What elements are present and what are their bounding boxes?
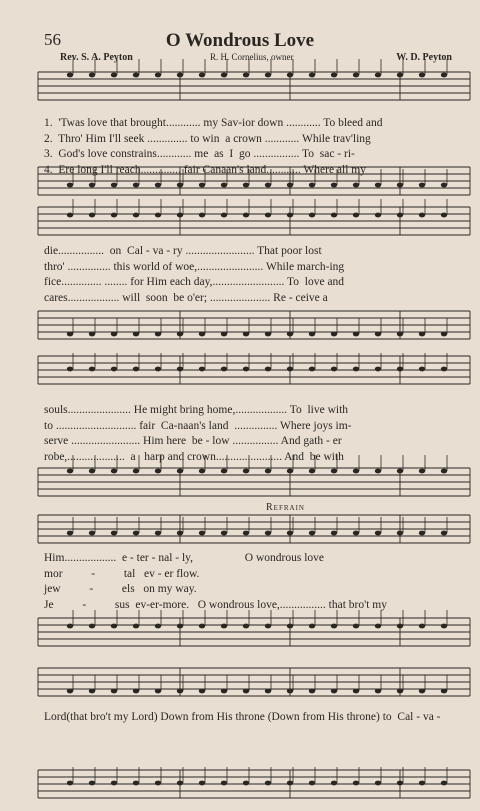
note-head <box>287 689 293 694</box>
note-head <box>111 183 117 188</box>
note-head <box>243 367 249 372</box>
note-head <box>441 624 447 629</box>
note-head <box>111 624 117 629</box>
note-head <box>243 531 249 536</box>
note-head <box>287 531 293 536</box>
note-head <box>67 781 73 786</box>
note-head <box>331 332 337 337</box>
lyric-line: serve ........................ Him here be - low ................ And gath - er <box>44 435 342 447</box>
note-head <box>397 183 403 188</box>
note-head <box>67 689 73 694</box>
note-head <box>67 469 73 474</box>
note-head <box>133 183 139 188</box>
note-head <box>133 213 139 218</box>
note-head <box>265 367 271 372</box>
note-head <box>111 332 117 337</box>
note-head <box>331 73 337 78</box>
refrain-label: Refrain <box>266 502 305 513</box>
note-head <box>265 469 271 474</box>
note-head <box>441 689 447 694</box>
note-head <box>67 531 73 536</box>
note-head <box>243 183 249 188</box>
note-head <box>331 213 337 218</box>
note-head <box>155 213 161 218</box>
note-head <box>331 624 337 629</box>
lyric-line: die................ on Cal - va - ry ........................ That poor lost <box>44 245 322 257</box>
note-head <box>265 624 271 629</box>
note-head <box>419 213 425 218</box>
note-head <box>243 689 249 694</box>
note-head <box>199 624 205 629</box>
note-head <box>89 689 95 694</box>
note-head <box>309 624 315 629</box>
note-head <box>441 367 447 372</box>
note-head <box>397 73 403 78</box>
lyric-line: thro' ............... this world of woe,....................... While march-ing <box>44 260 345 273</box>
note-head <box>419 689 425 694</box>
lyric-line: to ............................ fair Ca-naan's land ............... Where joys im- <box>44 419 352 432</box>
note-head <box>221 367 227 372</box>
lyric-line: robe,.................... a harp and crown....................... And be with <box>44 450 344 463</box>
note-head <box>133 469 139 474</box>
note-head <box>331 183 337 188</box>
note-head <box>177 781 183 786</box>
note-head <box>419 531 425 536</box>
copyright-credit: R. H. Cornelius, owner <box>210 52 294 62</box>
note-head <box>353 689 359 694</box>
note-head <box>155 367 161 372</box>
lyric-line: Je - sus ev-er-more. O wondrous love,................ that bro't my <box>44 598 387 611</box>
lyric-line: souls...................... He might bring home,.................. To live with <box>44 404 349 416</box>
lyric-line: mor - tal ev - er flow. <box>44 567 200 580</box>
note-head <box>133 624 139 629</box>
note-head <box>397 531 403 536</box>
note-head <box>375 781 381 786</box>
note-head <box>353 624 359 629</box>
note-head <box>177 73 183 78</box>
note-head <box>309 531 315 536</box>
note-head <box>155 531 161 536</box>
note-head <box>133 73 139 78</box>
note-head <box>375 73 381 78</box>
note-head <box>111 689 117 694</box>
note-head <box>309 183 315 188</box>
composer-credit: W. D. Peyton <box>396 52 452 63</box>
note-head <box>397 781 403 786</box>
note-head <box>331 781 337 786</box>
note-head <box>177 332 183 337</box>
note-head <box>67 73 73 78</box>
note-head <box>111 213 117 218</box>
note-head <box>287 183 293 188</box>
note-head <box>375 689 381 694</box>
note-head <box>265 332 271 337</box>
note-head <box>265 73 271 78</box>
note-head <box>199 213 205 218</box>
note-head <box>243 213 249 218</box>
note-head <box>441 531 447 536</box>
note-head <box>419 73 425 78</box>
note-head <box>67 213 73 218</box>
note-head <box>419 469 425 474</box>
note-head <box>287 73 293 78</box>
note-head <box>199 183 205 188</box>
note-head <box>89 213 95 218</box>
note-head <box>111 469 117 474</box>
note-head <box>133 367 139 372</box>
note-head <box>419 781 425 786</box>
note-head <box>375 367 381 372</box>
note-head <box>309 332 315 337</box>
note-head <box>133 332 139 337</box>
note-head <box>221 213 227 218</box>
note-head <box>397 213 403 218</box>
note-head <box>221 531 227 536</box>
note-head <box>177 624 183 629</box>
note-head <box>331 367 337 372</box>
note-head <box>199 531 205 536</box>
lyricist-credit: Rev. S. A. Peyton <box>60 52 133 63</box>
note-head <box>199 73 205 78</box>
note-head <box>375 183 381 188</box>
note-head <box>243 73 249 78</box>
page-number: 56 <box>44 30 61 49</box>
note-head <box>287 781 293 786</box>
note-head <box>375 624 381 629</box>
note-head <box>155 183 161 188</box>
lyric-line: cares.................. will soon be o'er; ..................... Re - ceive a <box>44 291 328 304</box>
note-head <box>441 183 447 188</box>
note-head <box>133 781 139 786</box>
note-head <box>353 183 359 188</box>
note-head <box>155 624 161 629</box>
note-head <box>89 624 95 629</box>
note-head <box>221 73 227 78</box>
note-head <box>375 213 381 218</box>
note-head <box>353 213 359 218</box>
note-head <box>265 213 271 218</box>
lyric-line: fice.............. ........ for Him each day,......................... To love and <box>44 276 345 288</box>
note-head <box>221 689 227 694</box>
note-head <box>199 781 205 786</box>
note-head <box>397 469 403 474</box>
note-head <box>177 183 183 188</box>
note-head <box>155 781 161 786</box>
note-head <box>397 332 403 337</box>
note-head <box>309 689 315 694</box>
note-head <box>89 531 95 536</box>
note-head <box>309 367 315 372</box>
note-head <box>419 332 425 337</box>
note-head <box>243 781 249 786</box>
lyric-line: 2. Thro' Him I'll seek .............. to win a crown ............ While trav'ling <box>44 132 371 145</box>
note-head <box>67 624 73 629</box>
note-head <box>177 531 183 536</box>
lyric-line: 3. God's love constrains............ me as I go ................ To sac - ri- <box>44 148 355 160</box>
note-head <box>89 367 95 372</box>
note-head <box>309 213 315 218</box>
note-head <box>309 73 315 78</box>
note-head <box>441 73 447 78</box>
note-head <box>353 73 359 78</box>
note-head <box>243 332 249 337</box>
note-head <box>221 183 227 188</box>
note-head <box>375 332 381 337</box>
note-head <box>133 689 139 694</box>
note-head <box>111 531 117 536</box>
note-head <box>441 781 447 786</box>
note-head <box>111 781 117 786</box>
note-head <box>265 689 271 694</box>
note-head <box>397 689 403 694</box>
note-head <box>199 367 205 372</box>
note-head <box>287 469 293 474</box>
note-head <box>397 367 403 372</box>
note-head <box>419 367 425 372</box>
note-head <box>353 332 359 337</box>
lyric-line: jew - els on my way. <box>44 583 197 595</box>
note-head <box>89 183 95 188</box>
note-head <box>375 531 381 536</box>
note-head <box>243 624 249 629</box>
note-head <box>287 332 293 337</box>
note-head <box>309 469 315 474</box>
lyric-line: Lord(that bro't my Lord) Down from His throne (Down from His throne) to Cal - va - <box>44 711 441 723</box>
note-head <box>331 531 337 536</box>
note-head <box>353 531 359 536</box>
note-head <box>155 73 161 78</box>
note-head <box>265 531 271 536</box>
note-head <box>353 469 359 474</box>
note-head <box>111 367 117 372</box>
note-head <box>287 367 293 372</box>
note-head <box>243 469 249 474</box>
note-head <box>89 781 95 786</box>
lyric-line: 4. Ere long I'll reach.............. fair Canaan's land............ Where all my <box>44 163 366 176</box>
note-head <box>419 624 425 629</box>
note-head <box>375 469 381 474</box>
note-head <box>265 183 271 188</box>
note-head <box>67 367 73 372</box>
note-head <box>177 689 183 694</box>
note-head <box>331 469 337 474</box>
note-head <box>221 624 227 629</box>
note-head <box>397 624 403 629</box>
note-head <box>133 531 139 536</box>
note-head <box>265 781 271 786</box>
note-head <box>287 213 293 218</box>
note-head <box>441 469 447 474</box>
note-head <box>441 332 447 337</box>
note-head <box>199 332 205 337</box>
note-head <box>309 781 315 786</box>
note-head <box>177 469 183 474</box>
lyric-line: 1. 'Twas love that brought............ my Sav-ior down ............ To bleed and <box>44 117 383 129</box>
note-head <box>155 332 161 337</box>
note-head <box>67 332 73 337</box>
note-head <box>177 367 183 372</box>
note-head <box>199 689 205 694</box>
note-head <box>353 367 359 372</box>
note-head <box>287 624 293 629</box>
note-head <box>177 213 183 218</box>
hymn-title: O Wondrous Love <box>165 30 315 51</box>
note-head <box>155 469 161 474</box>
note-head <box>441 213 447 218</box>
note-head <box>199 469 205 474</box>
note-head <box>221 469 227 474</box>
note-head <box>331 689 337 694</box>
note-head <box>89 332 95 337</box>
note-head <box>89 73 95 78</box>
lyric-line: Him.................. e - ter - nal - ly, O wondrous love <box>44 552 325 564</box>
note-head <box>221 781 227 786</box>
note-head <box>89 469 95 474</box>
note-head <box>111 73 117 78</box>
note-head <box>67 183 73 188</box>
note-head <box>155 689 161 694</box>
note-head <box>353 781 359 786</box>
note-head <box>419 183 425 188</box>
note-head <box>221 332 227 337</box>
